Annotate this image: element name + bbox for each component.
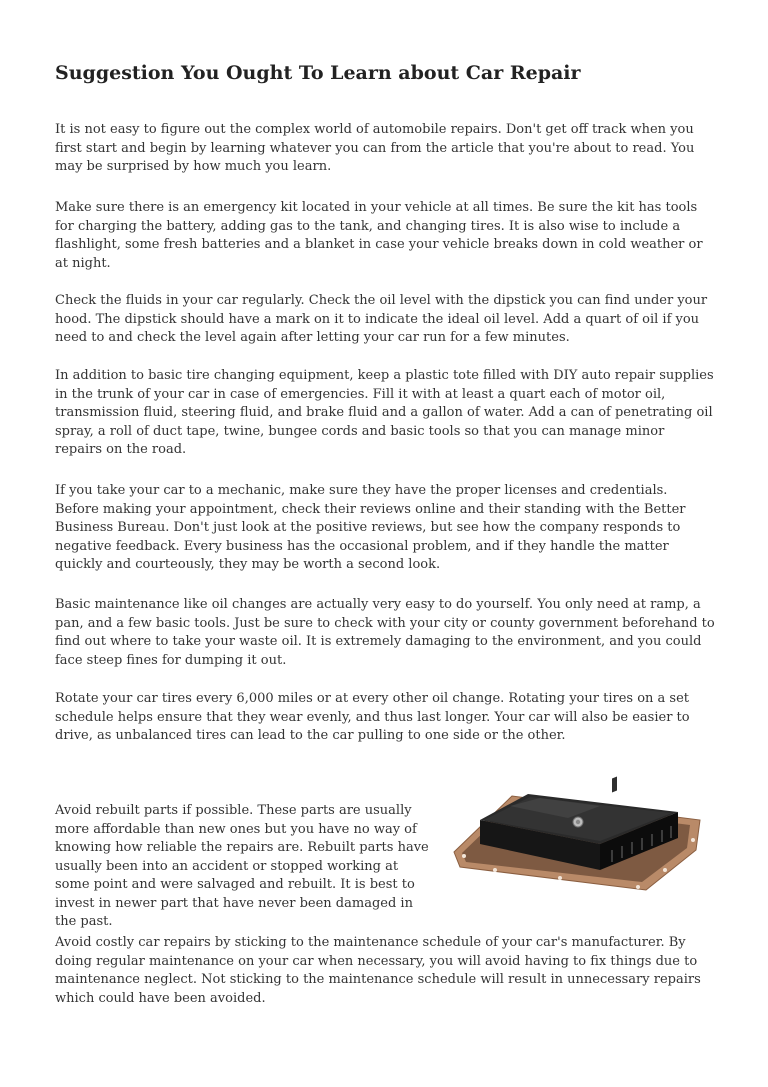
paragraph-rebuilt-parts: Avoid rebuilt parts if possible. These parts are usually more affordable than new ones but you have no way of knowing how reliable the repairs are. Rebuilt parts have usually been into an accident or stopped working at some point and were salvaged and rebuilt. It is best to invest in newer part that have never been damaged in the past. [55, 803, 429, 929]
article-title: Suggestion You Ought To Learn about Car Repair [55, 62, 581, 84]
paragraph-maintenance-schedule: Avoid costly car repairs by sticking to the maintenance schedule of your car's manufacturer. By doing regular maintenance on your car when necessary, you will avoid having to fix things due to maintenance neglect. Not sticking to the maintenance schedule will result in unnecessary repairs which could have been avoided. [55, 935, 701, 1006]
paragraph-diy-supplies: In addition to basic tire changing equipment, keep a plastic tote filled with DIY auto repair supplies in the trunk of your car in case of emergencies. Fill it with at least a quart each of motor oil, transmission fluid, steering fluid, and brake fluid and a gallon of water. Add a can of penetrating oil spray, a roll of duct tape, twine, bungee cords and basic tools so that you can manage minor repairs on the road. [55, 368, 714, 457]
paragraph-intro: It is not easy to figure out the complex world of automobile repairs. Don't get off track when you first start and begin by learning whatever you can from the article that you're about to read. You may be surprised by how much you learn. [55, 122, 695, 174]
transmission-pan-image [450, 770, 705, 895]
paragraph-mechanic-credentials: If you take your car to a mechanic, make sure they have the proper licenses and credentials. Before making your appointment, check their reviews online and their standing with the Better Business Bureau. Don't just look at the positive reviews, but see how the company responds to negative feedback. Every business has the occasional problem, and if they handle the matter quickly and courteously, they may be worth a second look. [55, 483, 686, 572]
paragraph-emergency-kit: Make sure there is an emergency kit located in your vehicle at all times. Be sure the kit has tools for charging the battery, adding gas to the tank, and changing tires. It is also wise to include a flashlight, some fresh batteries and a blanket in case your vehicle breaks down in cold weather or at night. [55, 200, 703, 271]
paragraph-check-fluids: Check the fluids in your car regularly. Check the oil level with the dipstick you can find under your hood. The dipstick should have a mark on it to indicate the ideal oil level. Add a quart of oil if you need to and check the level again after letting your car run for a few minutes. [55, 293, 708, 345]
paragraph-basic-maintenance: Basic maintenance like oil changes are actually very easy to do yourself. You only need at ramp, a pan, and a few basic tools. Just be sure to check with your city or county government beforehand to find out where to take your waste oil. It is extremely damaging to the environment, and you could face steep fines for dumping it out. [55, 597, 715, 668]
paragraph-rotate-tires: Rotate your car tires every 6,000 miles or at every other oil change. Rotating your tires on a set schedule helps ensure that they wear evenly, and thus last longer. Your car will also be easier to drive, as unbalanced tires can lead to the car pulling to one side or the other. [55, 691, 690, 743]
